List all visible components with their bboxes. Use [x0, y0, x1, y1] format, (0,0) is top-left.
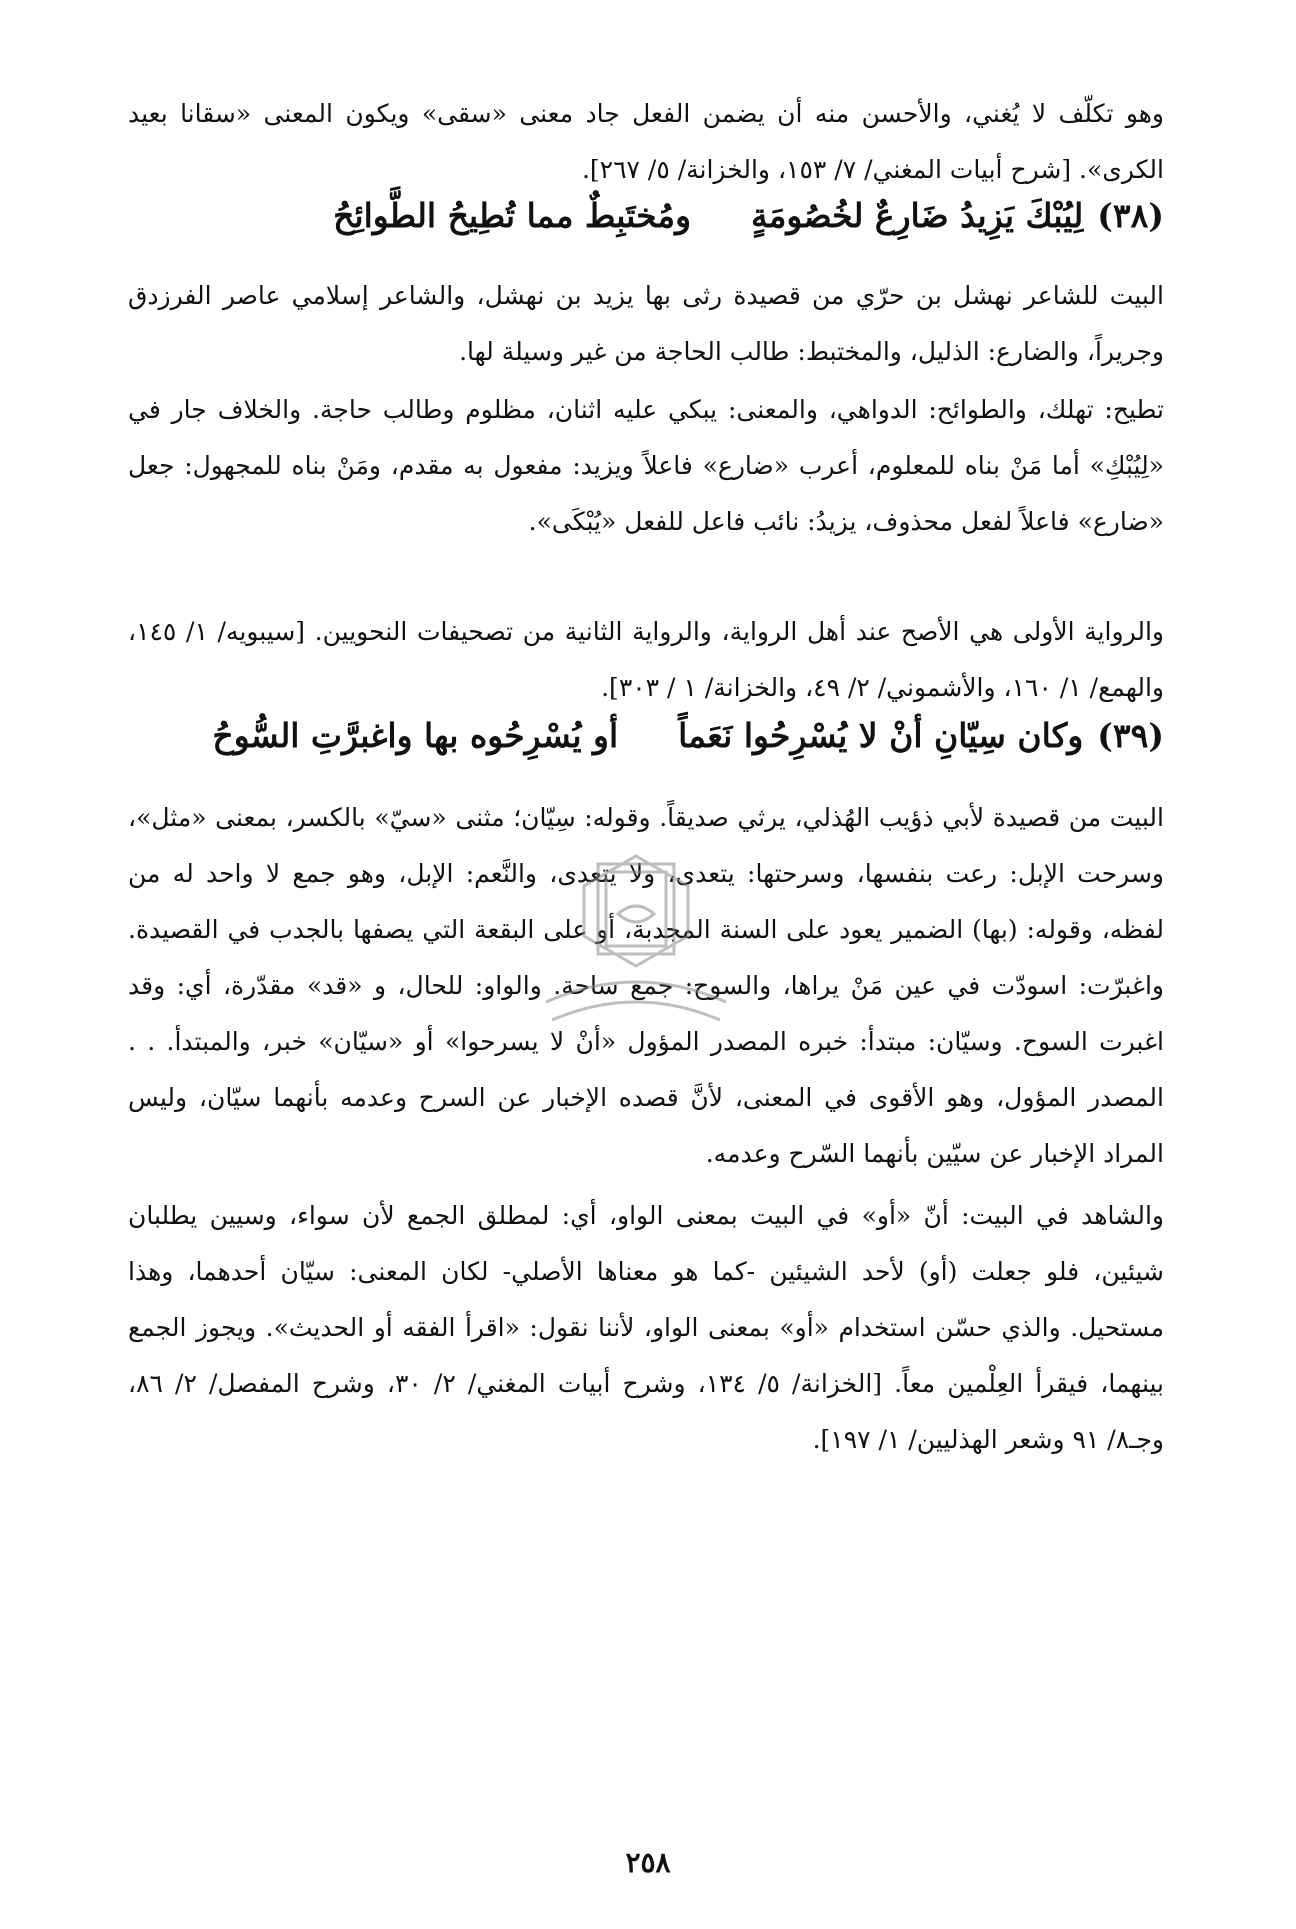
paragraph-poet-info: البيت للشاعر نهشل بن حرّي من قصيدة رثى بها يزيد بن نهشل، والشاعر إسلامي عاصر الفرزدق وجريراً، والضارع: الذليل، والمختبط: طالب الحاجة من غير وسيلة لها. [128, 281, 1164, 366]
verse-number: (٣٩) [1097, 716, 1164, 755]
verse-hemistich-first: وكان سِيّانِ أنْ لا يُسْرِحُوا نَعَماً [678, 716, 1084, 755]
paragraph-commentary-39: البيت من قصيدة لأبي ذؤيب الهُذلي، يرثي صديقاً. وقوله: سِيّان؛ مثنى «سيّ» بالكسر، بمعنى «مثل»، وسرحت الإبل: رعت بنفسها، وسرحتها: يتعدى، ولا يتعدى، والنَّعم: الإبل، وهو جمع لا واحد له من لفظه، وقوله: (بها) الضمير يعود على السنة المجدبة، أو على البقعة التي يصفها بالجدب في القصيدة. واغبرّت: اسودّت في عين مَنْ يراها، والسوح: جمع ساحة. والواو: للحال، و «قد» مقدّرة، أي: وقد اغبرت السوح. وسيّان: مبتدأ: خبره المصدر المؤول «أنْ لا يسرحوا» أو «سيّان» خبر، والمبتدأ. . . المصدر المؤول، وهو الأقوى في المعنى، لأنَّ قصده الإخبار عن السرح وعدمه بأنهما سيّان، وليس المراد الإخبار عن سيّين بأنهما السّرح وعدمه. [128, 803, 1164, 1168]
verse-39 [128, 708, 1164, 764]
paragraph-riwaya: والرواية الأولى هي الأصح عند أهل الرواية، والرواية الثانية من تصحيفات النحويين. [سيبويه/ ١/ ١٤٥، والهمع/ ١/ ١٦٠، والأشموني/ ٢/ ٤٩، والخزانة/ ١ / ٣٠٣]. [128, 617, 1164, 702]
verse-hemistich-second: ومُختَبِطٌ مما تُطِيحُ الطَّوائِحُ [333, 196, 692, 235]
verse-hemistich-first: لِيُبْكَ يَزِيدُ ضَارِعٌ لخُصُومَةٍ [751, 196, 1084, 235]
verse-number: (٣٨) [1097, 196, 1164, 235]
page-number: ٢٥٨ [625, 1846, 671, 1879]
paragraph-intro: وهو تكلّف لا يُغني، والأحسن منه أن يضمن الفعل جاد معنى «سقى» ويكون المعنى «سقانا بعيد الكرى». [شرح أبيات المغني/ ٧/ ١٥٣، والخزانة/ ٥/ ٢٦٧]. [128, 99, 1164, 184]
library-seal-icon [506, 852, 766, 1052]
verse-hemistich-second: أو يُسْرِحُوه بها واغبرَّتِ السُّوحُ [212, 716, 619, 755]
paragraph-grammar-38: تطيح: تهلك، والطوائح: الدواهي، والمعنى: يبكي عليه اثنان، مظلوم وطالب حاجة. والخلاف جار في «لِيُبْكِ» أما مَنْ بناه للمعلوم، أعرب «ضارع» فاعلاً ويزيد: مفعول به مقدم، ومَنْ بناه للمجهول: جعل «ضارع» فاعلاً لفعل محذوف، يزيدُ: نائب فاعل للفعل «يُبْكَى». [128, 395, 1164, 536]
paragraph-shahid: والشاهد في البيت: أنّ «أو» في البيت بمعنى الواو، أي: لمطلق الجمع لأن سواء، وسيين يطلبان شيئين، فلو جعلت (أو) لأحد الشيئين -كما هو معناها الأصلي- لكان المعنى: سيّان أحدهما، وهذا مستحيل. والذي حسّن استخدام «أو» بمعنى الواو، لأننا نقول: «اقرأ الفقه أو الحديث». ويجوز الجمع بينهما، فيقرأ العِلْمين معاً. [الخزانة/ ٥/ ١٣٤، وشرح أبيات المغني/ ٢/ ٣٠، وشرح المفصل/ ٢/ ٨٦، وجـ٨/ ٩١ وشعر الهذليين/ ١/ ١٩٧]. [128, 1201, 1164, 1454]
verse-38 [128, 188, 1164, 244]
